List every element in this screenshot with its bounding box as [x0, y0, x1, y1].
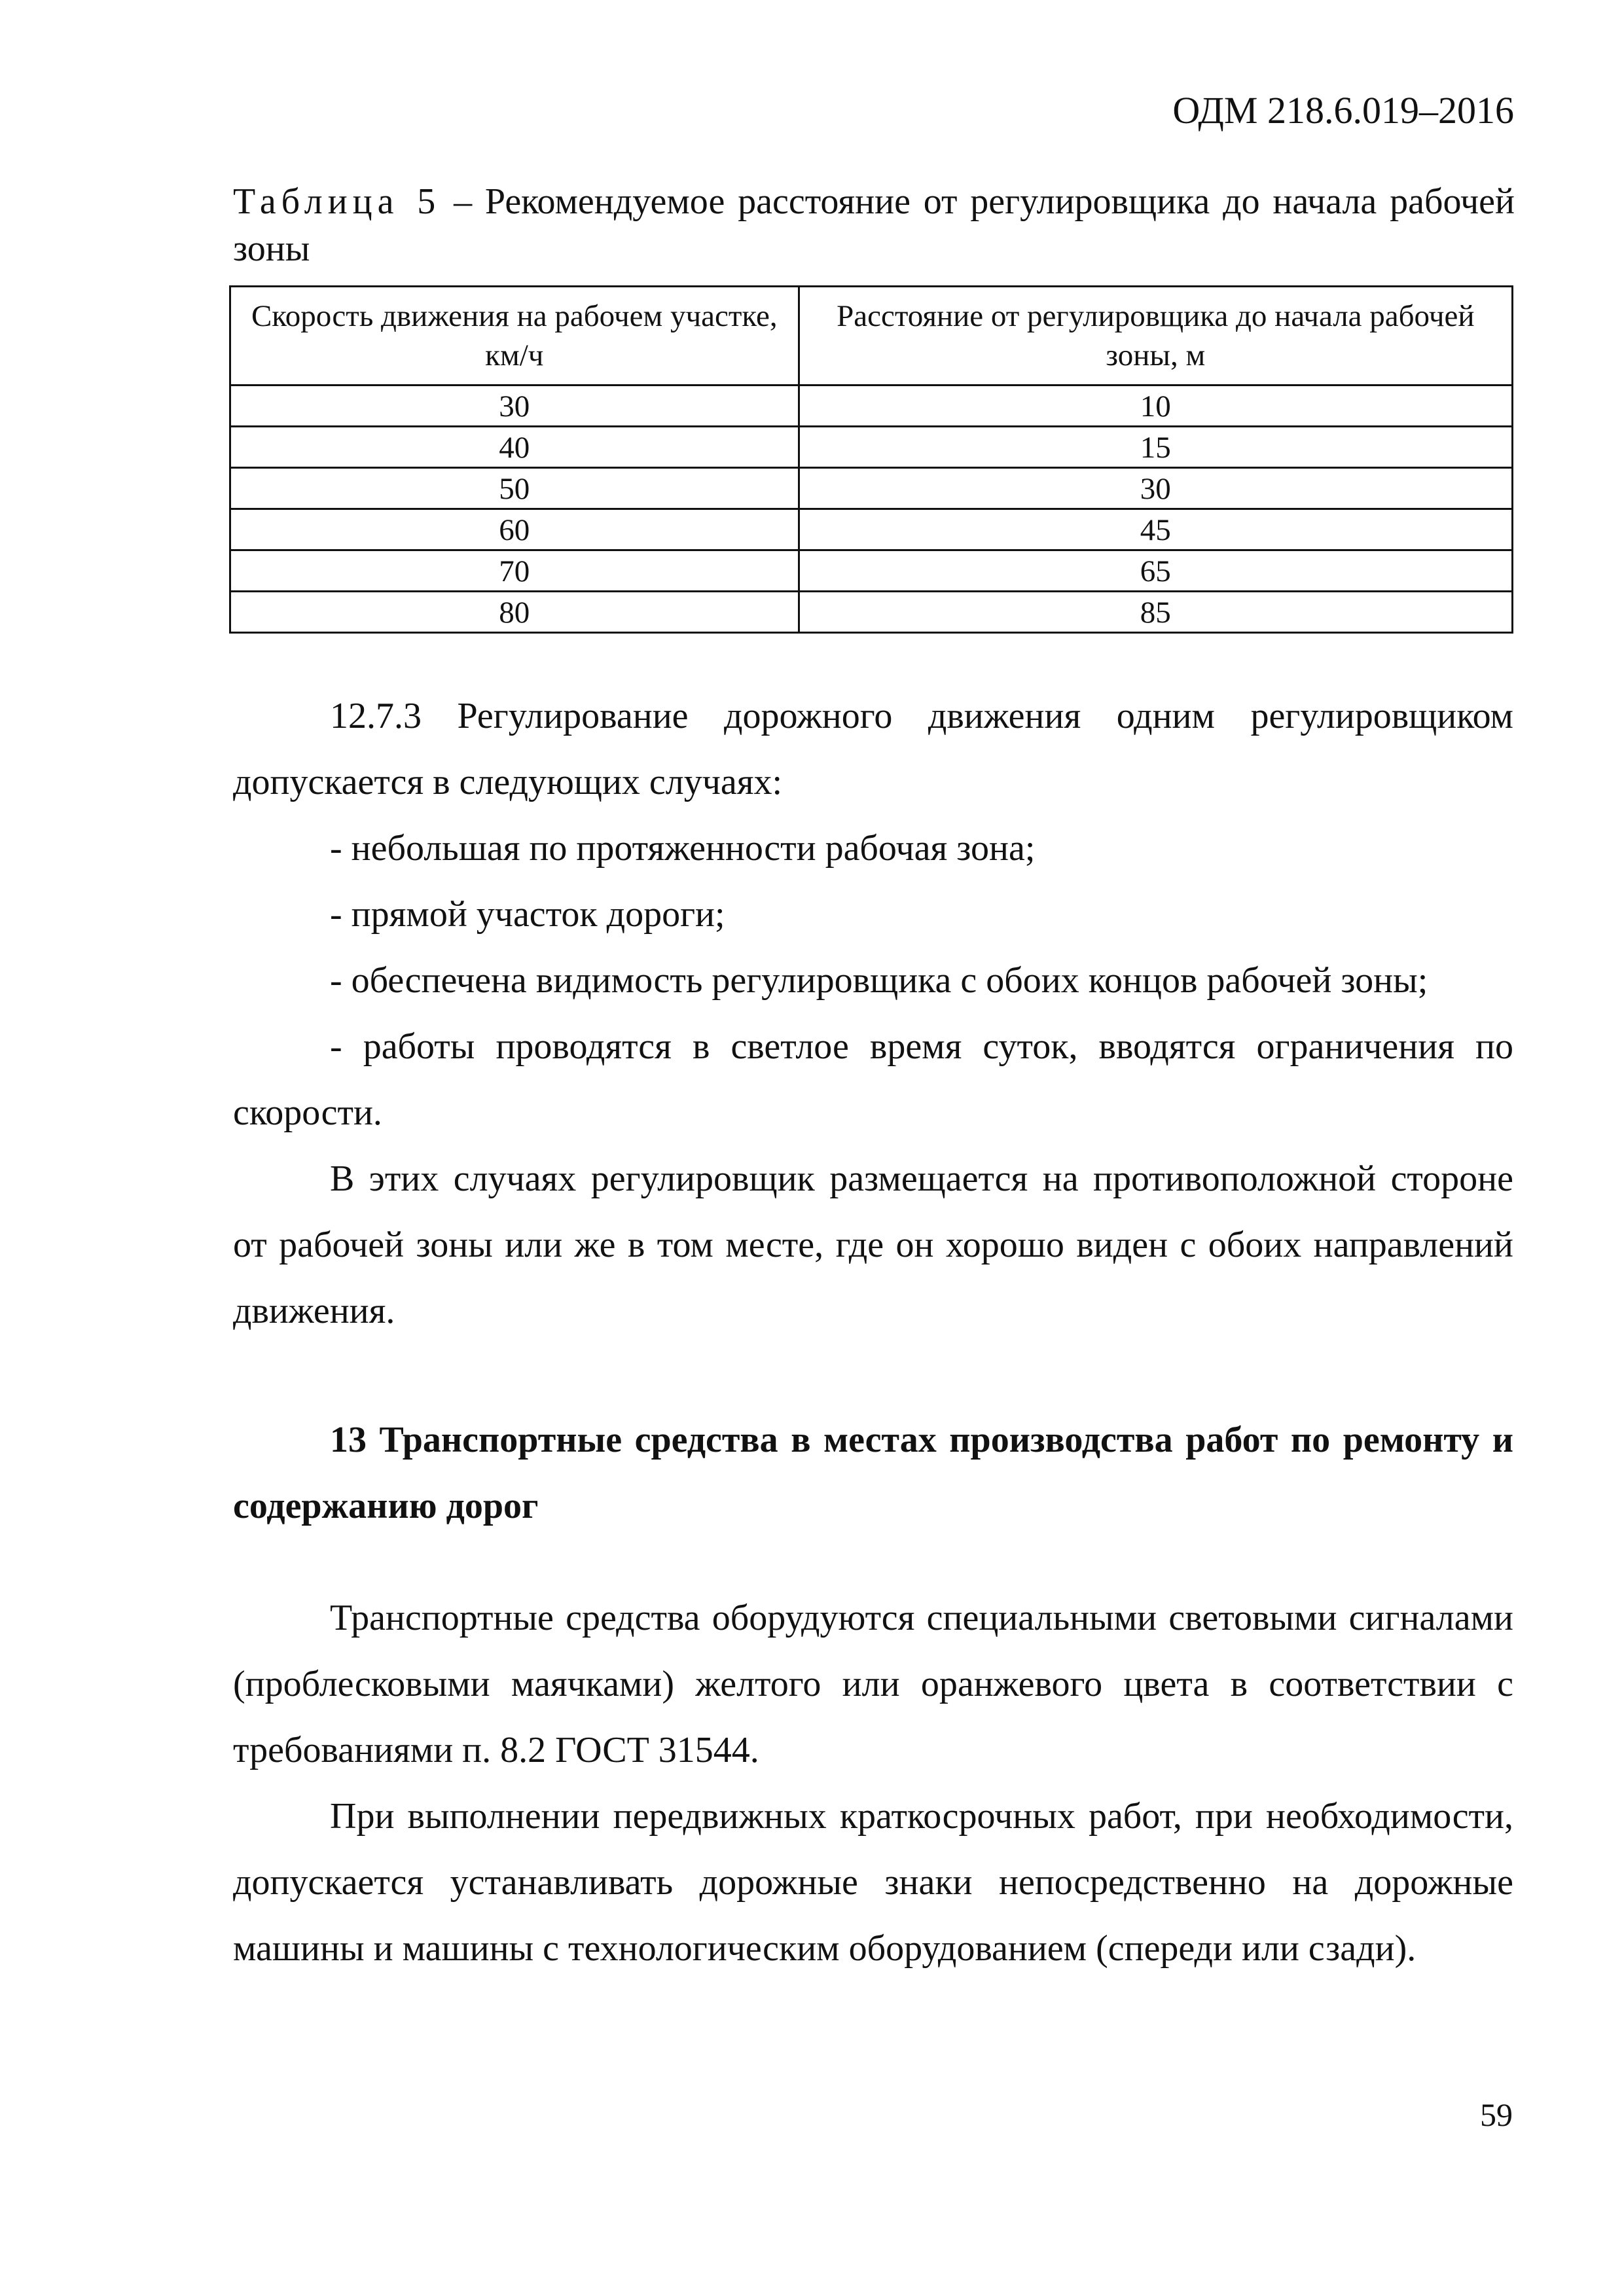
- speed-cell: 30: [230, 386, 799, 427]
- paragraph-intro: 12.7.3 Регулирование дорожного движения одним регулировщиком допускается в следующих случаях:: [233, 696, 1513, 802]
- speed-cell: 60: [230, 509, 799, 550]
- speed-cell: 50: [230, 468, 799, 509]
- table-row: [230, 386, 1513, 427]
- paragraph: Транспортные средства оборудуются специальными световыми сигналами (проблесковыми маячками) желтого или оранжевого цвета в соответствии с требованиями п. 8.2 ГОСТ 31544.: [233, 1598, 1513, 1770]
- table-row: [230, 468, 1513, 509]
- table-row: [230, 550, 1513, 592]
- table-caption-text: – Рекомендуемое расстояние от регулировщика до начала рабочей зоны: [233, 181, 1515, 269]
- distance-cell: 65: [799, 550, 1512, 592]
- table-caption: [233, 178, 1515, 272]
- column-header-distance: Расстояние от регулировщика до начала рабочей зоны, м: [799, 287, 1512, 386]
- speed-cell: 40: [230, 427, 799, 468]
- table-row: [230, 509, 1513, 550]
- list-item: - обеспечена видимость регулировщика с обоих концов рабочей зоны;: [330, 960, 1428, 1001]
- table-row: [230, 427, 1513, 468]
- column-header-speed: Скорость движения на рабочем участке, км/ч: [230, 287, 799, 386]
- speed-cell: 80: [230, 592, 799, 633]
- section-13-body: [233, 1585, 1513, 1982]
- distance-cell: 10: [799, 386, 1512, 427]
- table-caption-label: Таблица 5: [233, 181, 441, 222]
- section-13-heading: 13 Транспортные средства в местах производства работ по ремонту и содержанию дорог: [233, 1420, 1513, 1526]
- list-item: - небольшая по протяженности рабочая зона;: [330, 828, 1036, 869]
- section-12-7-3: [233, 683, 1513, 1344]
- list-item: - прямой участок дороги;: [330, 894, 725, 935]
- table-row: [230, 592, 1513, 633]
- speed-cell: 70: [230, 550, 799, 592]
- distance-cell: 15: [799, 427, 1512, 468]
- page-number: 59: [1480, 2096, 1513, 2133]
- paragraph-conclusion: В этих случаях регулировщик размещается на противоположной стороне от рабочей зоны или же в том месте, где он хорошо виден с обоих направлений движения.: [233, 1158, 1513, 1331]
- distance-cell: 30: [799, 468, 1512, 509]
- distance-cell: 85: [799, 592, 1512, 633]
- document-code: ОДМ 218.6.019–2016: [1172, 89, 1514, 132]
- distance-table: [229, 285, 1513, 634]
- list-item: - работы проводятся в светлое время суток, вводятся ограничения по скорости.: [233, 1026, 1513, 1133]
- table-header-row: [230, 287, 1513, 386]
- distance-cell: 45: [799, 509, 1512, 550]
- paragraph: При выполнении передвижных краткосрочных работ, при необходимости, допускается устанавливать дорожные знаки непосредственно на дорожные машины и машины с технологическим оборудованием (спереди или сзади).: [233, 1796, 1513, 1969]
